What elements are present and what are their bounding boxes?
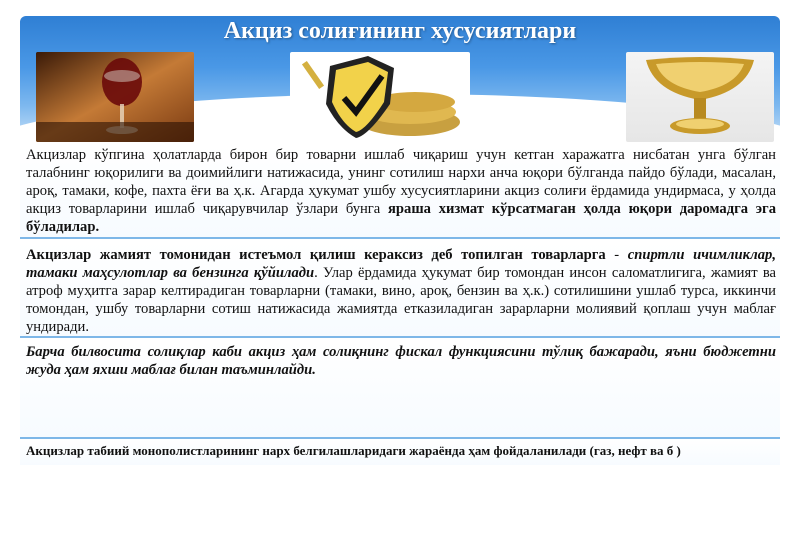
header-banner — [20, 16, 780, 144]
paragraph-2-bold-italic: спиртли ичимликлар, тамаки маҳсулотлар ва бензинга қўйилади — [26, 247, 776, 281]
paragraph-2-text: . Улар ёрдамида ҳукумат бир томондан инсон саломатлигига, жамият ва атроф муҳитга зарар келтирадиган товарларни (тамаки, вино, ароқ, бензин ва ҳ.к.) сотилишини ушлаб турса, иккинчи томондан, ушбу товарларни сотиш натижасида жамиятда етказиладиган зарарларни молиявий қоплаш учун маблағ ундиради. — [26, 265, 776, 335]
page-title: Акциз солиғининг хусусиятлари — [223, 18, 577, 44]
text-block-1 — [20, 146, 780, 239]
text-block-4 — [20, 439, 780, 465]
wine-glass-image — [36, 52, 194, 142]
paragraph-1-bold: яраша хизмат кўрсатмаган ҳолда юқори даромадга эга бўладилар. — [26, 201, 776, 235]
paragraph-2 — [26, 246, 776, 336]
text-block-2 — [20, 242, 780, 338]
paragraph-2-bold: Акцизлар жамият томонидан истеъмол қилиш кераксиз деб топилган товарларга — [26, 247, 606, 263]
paragraph-1-text: Акцизлар кўпгина ҳолатларда бирон бир товарни ишлаб чиқариш учун кетган харажатга нисбатан унга бўлган талабнинг юқорилиги ва доимийлиги натижасида, унинг сотилиш нархи анча юқори бўлганда пайдо бўлади, масалан, ароқ, тамаки, кофе, пахта ёғи ва ҳ.к. Агарда ҳукумат ушбу хусусиятларини акциз солиғи ёрдамида ундирмаса, у ҳолда акциз товарларини ишлаб чиқарувчилар ўзлари бунга — [26, 147, 776, 217]
paragraph-2-dash: - — [605, 247, 628, 263]
paragraph-1 — [26, 146, 776, 236]
text-block-3 — [20, 341, 780, 439]
gold-cup-image — [626, 52, 774, 142]
paragraph-3: Барча билвосита солиқлар каби акциз ҳам солиқнинг фискал функциясини тўлиқ бажаради, яъни бюджетни жуда ҳам яхши маблағ билан таъминлайди. — [26, 344, 776, 378]
paragraph-4: Акцизлар табиий монополистларининг нарх белгилашларидаги жараёнда ҳам фойдаланилади (газ, нефт ва б ) — [26, 443, 681, 458]
shield-coins-image — [290, 52, 470, 142]
